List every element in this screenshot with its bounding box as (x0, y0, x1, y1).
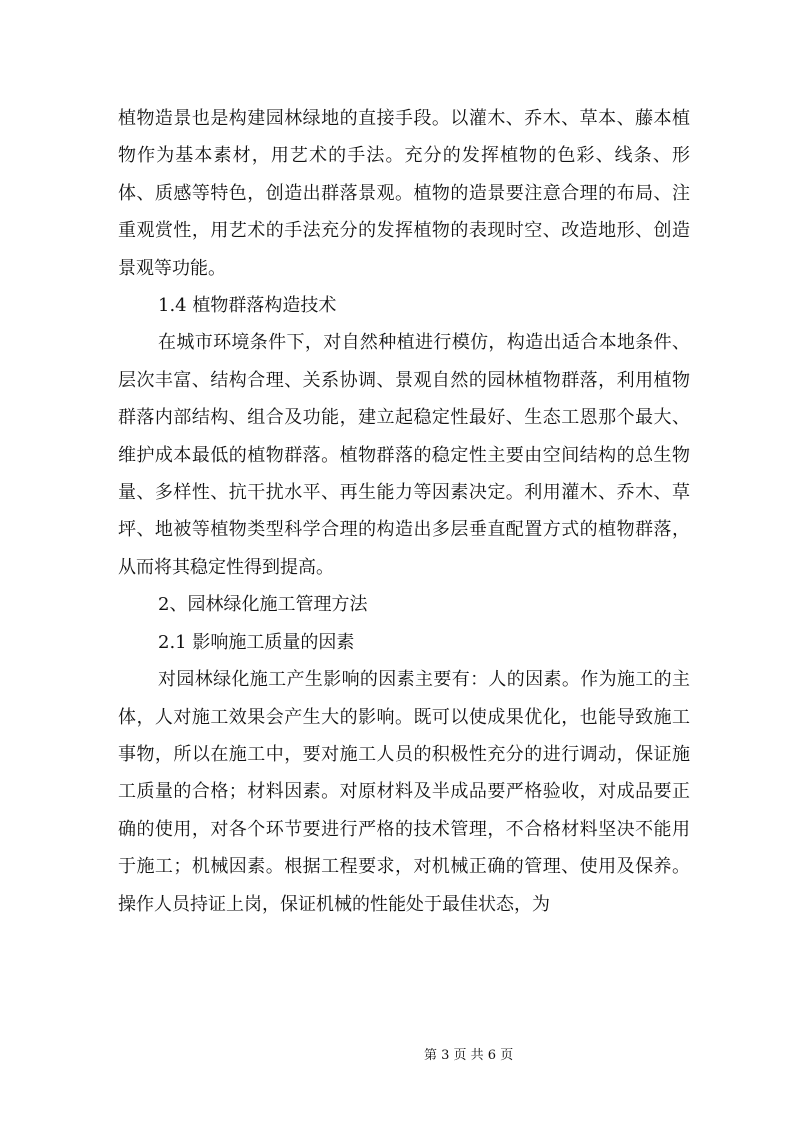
section-heading-2-1: 2.1 影响施工质量的因素 (158, 631, 355, 653)
section-heading-1-4: 1.4 植物群落构造技术 (158, 295, 337, 317)
paragraph-plant-landscaping: 植物造景也是构建园林绿地的直接手段。以灌木、乔木、草本、藤本植物作为基本素材，用艺术的手法。充分的发挥植物的色彩、线条、形体、质感等特色，创造出群落景观。植物的造景要注意合理的布局、注重观赏性，用艺术的手法充分的发挥植物的表现时空、改造地形、创造景观等功能。 (118, 108, 690, 279)
page-number-footer: 第 3 页 共 6 页 (424, 1048, 514, 1063)
section-heading-2: 2、园林绿化施工管理方法 (158, 594, 368, 616)
document-body (118, 100, 690, 923)
paragraph-quality-factors: 对园林绿化施工产生影响的因素主要有：人的因素。作为施工的主体，人对施工效果会产生大的影响。既可以使成果优化，也能导致施工事物，所以在施工中，要对施工人员的积极性充分的进行调动，保证施工质量的合格；材料因素。对原材料及半成品要严格验收，对成品要正确的使用，对各个环节要进行严格的技术管理，不合格材料坚决不能用于施工；机械因素。根据工程要求，对机械正确的管理、使用及保养。操作人员持证上岗，保证机械的性能处于最佳状态，为 (118, 669, 690, 915)
paragraph-plant-community: 在城市环境条件下，对自然种植进行模仿，构造出适合本地条件、层次丰富、结构合理、关系协调、景观自然的园林植物群落，利用植物群落内部结构、组合及功能，建立起稳定性最好、生态工恩那个最大、维护成本最低的植物群落。植物群落的稳定性主要由空间结构的总生物量、多样性、抗干扰水平、再生能力等因素决定。利用灌木、乔木、草坪、地被等植物类型科学合理的构造出多层垂直配置方式的植物群落，从而将其稳定性得到提高。 (118, 332, 690, 578)
